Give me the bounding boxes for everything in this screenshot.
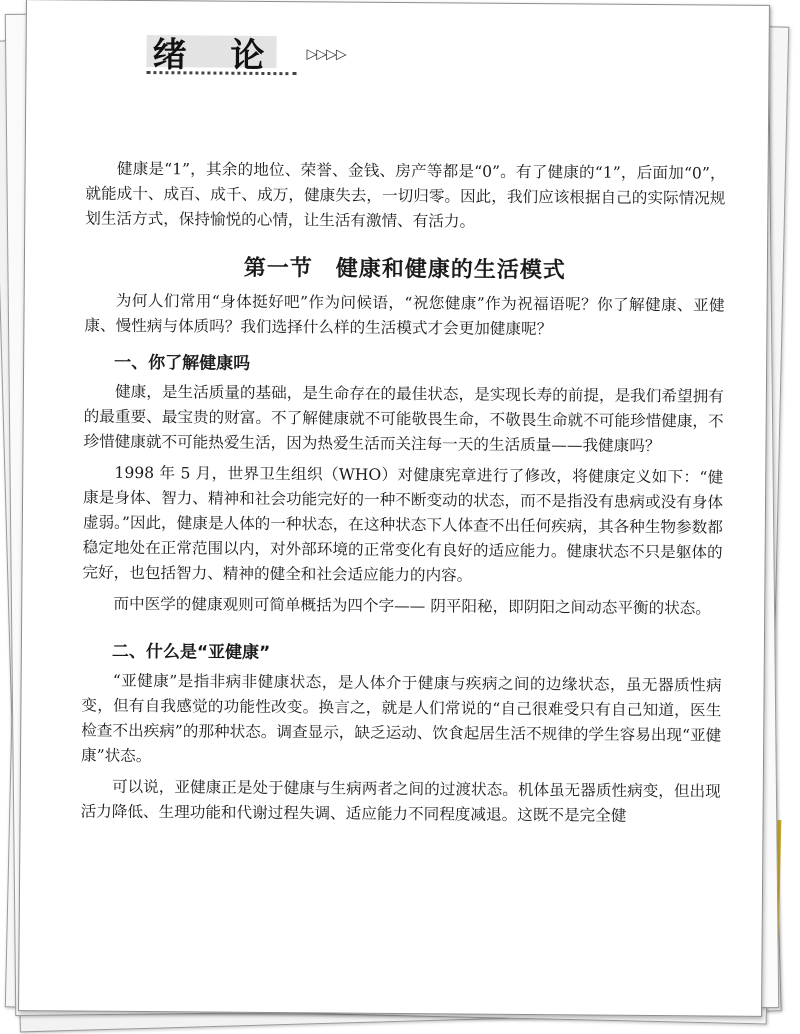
subheading-subhealth: 二、什么是“亚健康”	[111, 641, 271, 664]
subhealth-paragraph: “亚健康”是指非病非健康状态，是人体介于健康与疾病之间的边缘状态，虽无器质性病变，但有自我感觉的功能性改变。换言之，就是人们常说的“自己很难受只有自己知道，医生检查不出疾病”的那种状态。调查显示，缺乏运动、饮食起居生活不规律的学生容易出现“亚健康”状态。	[80, 671, 722, 766]
chapter-arrows-icon: ▷▷▷▷	[306, 46, 346, 63]
subhealth-transition-paragraph: 可以说，亚健康正是处于健康与生病两者之间的过渡状态。机体虽无器质性病变，但出现活力降低、生理功能和代谢过程失调、适应能力不同程度减退。这既不是完全健	[80, 777, 721, 825]
chapter-title: 绪 论	[152, 35, 281, 77]
document-page	[18, 0, 770, 1017]
who-definition-paragraph: 1998 年 5 月，世界卫生组织（WHO）对健康宪章进行了修改，将健康定义如下：“健康是身体、智力、精神和社会功能完好的一种不断变动的状态，而不是指没有患病或没有身体虚弱。”因此，健康是人体的一种状态，在这种状态下人体查不出任何疾病，其各种生物参数都稳定地处在正常范围以内，对外部环境的正常变化有良好的适应能力。健康状态不只是躯体的完好，也包括智力、精神的健全和社会适应能力的内容。	[82, 463, 724, 585]
section-lead-paragraph: 为何人们常用“身体挺好吧”作为问候语，“祝您健康”作为祝福语呢？你了解健康、亚健康、慢性病与体质吗？我们选择什么样的生活模式才会更加健康呢？	[84, 291, 725, 339]
intro-paragraph: 健康是“1”，其余的地位、荣誉、金钱、房产等都是“0”。有了健康的“1”，后面加“0”，就能成十、成百、成千、成万，健康失去，一切归零。因此，我们应该根据自己的实际情况规划生活方式，保持愉悦的心情，让生活有激情、有活力。	[85, 159, 726, 231]
section-title: 第一节 健康和健康的生活模式	[243, 254, 566, 284]
page-content	[81, 27, 727, 830]
chapter-header	[146, 27, 726, 88]
health-paragraph: 健康，是生活质量的基础，是生命存在的最佳状态，是实现长寿的前提，是我们希望拥有的最重要、最宝贵的财富。不了解健康就不可能敬畏生命，不敬畏生命就不可能珍惜健康，不珍惜健康就不可能热爱生活，因为热爱生活而关注每一天的生活质量——我健康吗？	[83, 382, 724, 456]
tcm-health-paragraph: 而中医学的健康观则可简单概括为四个字—— 阴平阳秘，即阴阳之间动态平衡的状态。	[113, 594, 712, 618]
subheading-understand-health: 一、你了解健康吗	[114, 352, 251, 374]
